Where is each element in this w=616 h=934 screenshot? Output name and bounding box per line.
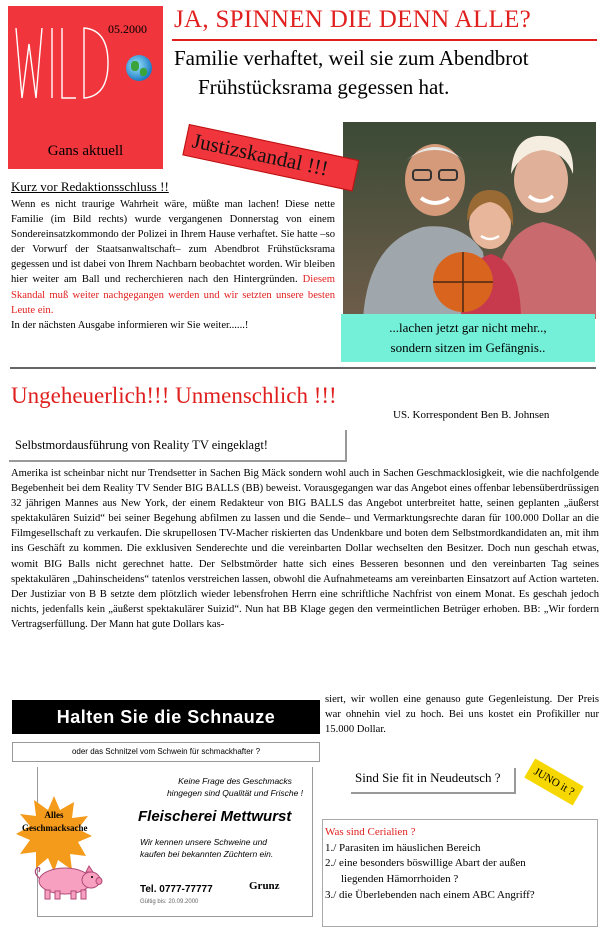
story2-byline: US. Korrespondent Ben B. Johnsen (393, 409, 550, 421)
issue-date: 05.2000 (108, 22, 147, 36)
butcher-shop-name: Fleischerei Mettwurst (138, 808, 292, 825)
ad-copy1-line-1: Keine Frage des Geschmacks (178, 776, 292, 786)
wild-logo-wordmark (8, 14, 118, 106)
masthead-tagline: Gans aktuell (47, 143, 124, 159)
quiz-answer-2-cont: liegenden Hämorrhoiden ? (341, 873, 459, 885)
juno-sticker: JUNO it ? (524, 758, 583, 805)
masthead-logo (8, 6, 163, 169)
ad-valid-until: Gültig bis: 20.09.2000 (140, 899, 199, 905)
headline-rule (172, 39, 597, 41)
lead-article-closing: In der nächsten Ausgabe informieren wir Sie weiter......! (11, 319, 249, 331)
ad-copy-quality (150, 775, 320, 799)
ad-copy-suppliers (140, 836, 315, 860)
ad-banner: Halten Sie die Schnauze (12, 700, 320, 734)
badge-text (22, 809, 86, 835)
lead-article-heading: Kurz vor Redaktionsschluss !! (11, 179, 169, 194)
badge-line-1: Alles (44, 810, 64, 820)
quiz-question: Was sind Cerialien ? (325, 826, 416, 838)
story2-headline: Ungeheuerlich!!! Unmenschlich !!! (11, 383, 337, 408)
badge-line-2: Geschmacksache (22, 823, 88, 833)
headline-subline-2: Frühstücksrama gegessen hat. (198, 75, 450, 99)
ad-copy2-line-1: Wir kennen unsere Schweine und (140, 837, 268, 847)
family-photo-illustration (343, 122, 596, 319)
main-headline: JA, SPINNEN DIE DENN ALLE? (174, 6, 532, 33)
globe-icon (126, 55, 152, 81)
photo-caption (341, 314, 595, 362)
section-divider (10, 367, 596, 369)
lead-article-text: Wenn es nicht traurige Wahrheit wäre, müßte man lachen! Diese nette Familie (im Bild rechts) wurde vergangenen Donnerstag von einem Sondereinsatzkommondo der Polizei in Ihrem Hause verhaftet. Sie hatte –so der Vorwurf der Staatsanwaltschaft– zum Abendbrot Frühstücksrama gegessen und ist dabei von Ihrem Nachbarn beobachtet worden. Wir bleiben hier weiter am Ball und recherchieren nach den Hintergründen. (11, 199, 335, 286)
ad-copy1-line-2: hingegen sind Qualität und Frische ! (166, 788, 304, 798)
justizskandal-stamp (182, 124, 359, 191)
ad-copy2-line-2: kaufen bei bekannten Züchtern ein. (140, 849, 274, 859)
quiz-answer-2: 2./ eine besonders böswillige Abart der außen (325, 857, 526, 869)
stamp-text: Justizskandal !!! (190, 128, 331, 181)
quiz-heading: Sind Sie fit in Neudeutsch ? (351, 768, 516, 794)
family-photo (343, 122, 596, 319)
quiz-answer-3: 3./ die Überlebenden nach einem ABC Angriff? (325, 889, 535, 901)
grunz-logo: Grunz (249, 880, 280, 892)
ad-tagline: oder das Schnitzel vom Schwein für schmackhafter ? (12, 742, 320, 762)
caption-line-1: ...lachen jetzt gar nicht mehr.., (389, 320, 547, 335)
lead-article-body (11, 197, 335, 333)
story2-kicker: Selbstmordausführung von Reality TV eingeklagt! (9, 430, 347, 462)
headline-subline-1: Familie verhaftet, weil sie zum Abendbrot (174, 46, 529, 70)
lead-article-highlight: Diesem Skandal muß weiter nachgegangen werden und wir setzten unsere besten Leute ein. (11, 274, 335, 316)
caption-line-2: sondern sitzen im Gefängnis.. (390, 340, 546, 355)
ad-phone: Tel. 0777-77777 (140, 884, 213, 895)
story2-body-part-1: Amerika ist scheinbar nicht nur Trendsetter in Sachen Big Mäck sondern wohl auch in Sachen Geschmacklosigkeit, wie die nachfolgende Begebenheit bei dem Reality TV Sender BIG BALLS (BB) beweist. Vorausgegangen war das Angebot eines offenbar lebensüberdrüssigen 32 jährigen Mannes aus New York, der einem Redakteur von BIG BALLS das Angebot unterbreitet hatte, seinen geplanten „äußerst spektakulären Suizid“ bei seiner Begehung abfilmen zu lassen und die Sende– und Vermarktungsrechte daran für 100.000 Dollar an die Filmgesellschaft zu verkaufen. Die skrupellosen TV-Macher riskierten das Undenkbare und boten dem Selbstmordkandidaten an, mit ihm ins Geschäft zu kommen. Die exklusiven Senderechte und die vereinbarten Dollar wechselten den Besitzer. Doch nun geschah etwas, womit BIG Balls nicht gerechnet hatte. Der Selbstmörder hatte sich eines Besseren besonnen und den vereinbarten Tag seines spektakulären „Dahinscheidens“ tatenlos verstreichen lassen, obwohl die Aufnahmeteams am vereinbarten Einsatzort auf Action warteten. Der Justiziar von B B setzte dem plötzlich wieder lebensfrohen Herrn eine schriftliche Nachfrist von einem Monat. Es geschah jedoch nichts, jedenfalls kein „äußerst spektakulärer Suizid“. Nun hat BB Klage gegen den vermeintlichen Betrüger erhoben. BB: „Wir fordern Vertragserfüllung. Der Mann hat gute Dollars kas- (11, 468, 599, 630)
pig-icon (31, 862, 103, 900)
quiz-answer-1: 1./ Parasiten im häuslichen Bereich (325, 842, 481, 854)
story2-body-part-2: siert, wir wollen eine genauso gute Gegenleistung. Der Preis war ohnehin viel zu hoch. Bei uns kostet ein Profikiller nur 15.000 Dollar. (325, 694, 599, 736)
